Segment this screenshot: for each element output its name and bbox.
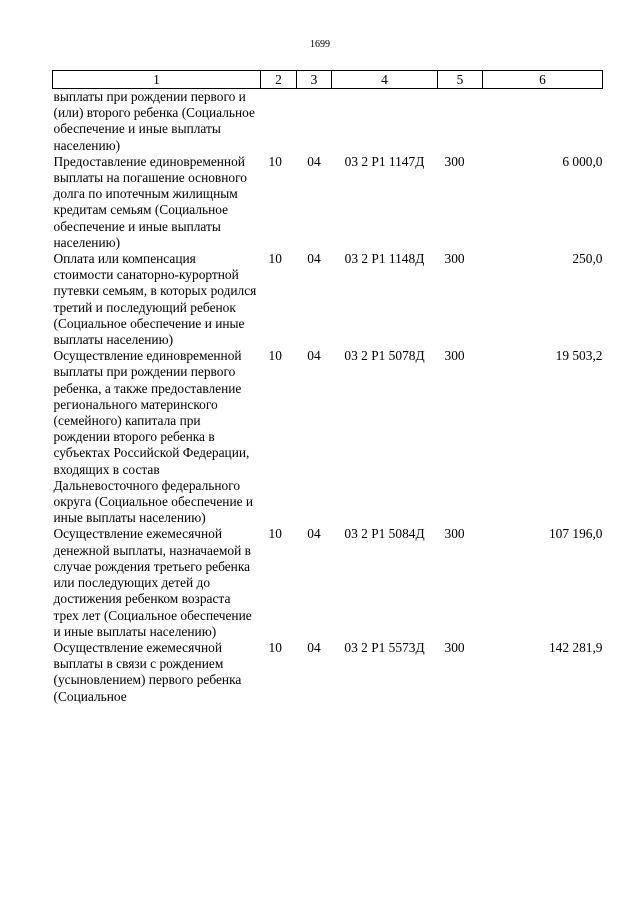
subsection-code: 04	[307, 153, 321, 169]
target-item-code: 03 2 P1 1148Д	[344, 251, 425, 267]
row-description: Осуществление единовременной выплаты при рождении первого ребенка, а также предоставление регионального материнского (семейного) капитала при рождении второго ребенка в субъектах Российской Федерации, входящих в состав Дальневосточного федерального округа (Социальное обеспечение и иные выплаты населению)	[53, 348, 254, 526]
expense-type-code: 300	[444, 251, 465, 267]
table-row	[53, 526, 603, 639]
amount: 107 196,0	[548, 526, 603, 542]
row-description: выплаты при рождении первого и (или) второго ребенка (Социальное обеспечение и иные выплаты населению)	[53, 89, 255, 153]
target-item-code	[332, 89, 438, 154]
amount: 19 503,2	[555, 348, 603, 364]
expense-type-code: 300	[444, 639, 465, 655]
section-code: 10	[268, 639, 282, 655]
table-row	[53, 154, 603, 251]
amount	[483, 89, 603, 154]
row-description: Осуществление ежемесячной выплаты в связи с рождением (усыновлением) первого ребенка (Социальное	[53, 639, 242, 704]
table-row	[53, 348, 603, 526]
expense-type-code: 300	[444, 153, 465, 169]
table-row	[53, 251, 603, 348]
amount: 250,0	[572, 251, 603, 267]
expense-type-code: 300	[444, 348, 465, 364]
target-item-code: 03 2 P1 1147Д	[344, 153, 425, 169]
subsection-code: 04	[307, 526, 321, 542]
column-header-5: 5	[438, 71, 483, 89]
column-header-1: 1	[53, 71, 261, 89]
subsection-code: 04	[307, 348, 321, 364]
section-code: 10	[268, 348, 282, 364]
row-description: Оплата или компенсация стоимости санаторно-курортной путевки семьям, в которых родился третий и последующий ребенок (Социальное обеспечение и иные выплаты населению)	[53, 251, 257, 348]
expense-type-code	[438, 89, 483, 154]
amount: 142 281,9	[548, 639, 603, 655]
row-description: Осуществление ежемесячной денежной выплаты, назначаемой в случае рождения третьего ребенка или последующих детей до достижения ребенком возраста трех лет (Социальное обеспечение и иные выплаты населению)	[53, 526, 252, 639]
table-row	[53, 640, 603, 705]
column-header-4: 4	[332, 71, 438, 89]
subsection-code: 04	[307, 639, 321, 655]
section-code: 10	[268, 251, 282, 267]
target-item-code: 03 2 P1 5573Д	[344, 639, 425, 655]
target-item-code: 03 2 P1 5078Д	[344, 348, 425, 364]
column-header-3: 3	[297, 71, 332, 89]
column-header-6: 6	[483, 71, 603, 89]
section-code: 10	[268, 153, 282, 169]
section-code: 10	[268, 526, 282, 542]
page-number: 1699	[310, 39, 330, 50]
section-code	[261, 89, 297, 154]
budget-table	[52, 70, 603, 705]
row-description: Предоставление единовременной выплаты на погашение основного долга по ипотечным жилищным кредитам семьям (Социальное обеспечение и иные выплаты населению)	[53, 153, 247, 250]
expense-type-code: 300	[444, 526, 465, 542]
subsection-code: 04	[307, 251, 321, 267]
target-item-code: 03 2 P1 5084Д	[344, 526, 425, 542]
table-row	[53, 89, 603, 154]
subsection-code	[297, 89, 332, 154]
column-header-2: 2	[261, 71, 297, 89]
header-row	[53, 71, 603, 89]
amount: 6 000,0	[562, 153, 603, 169]
